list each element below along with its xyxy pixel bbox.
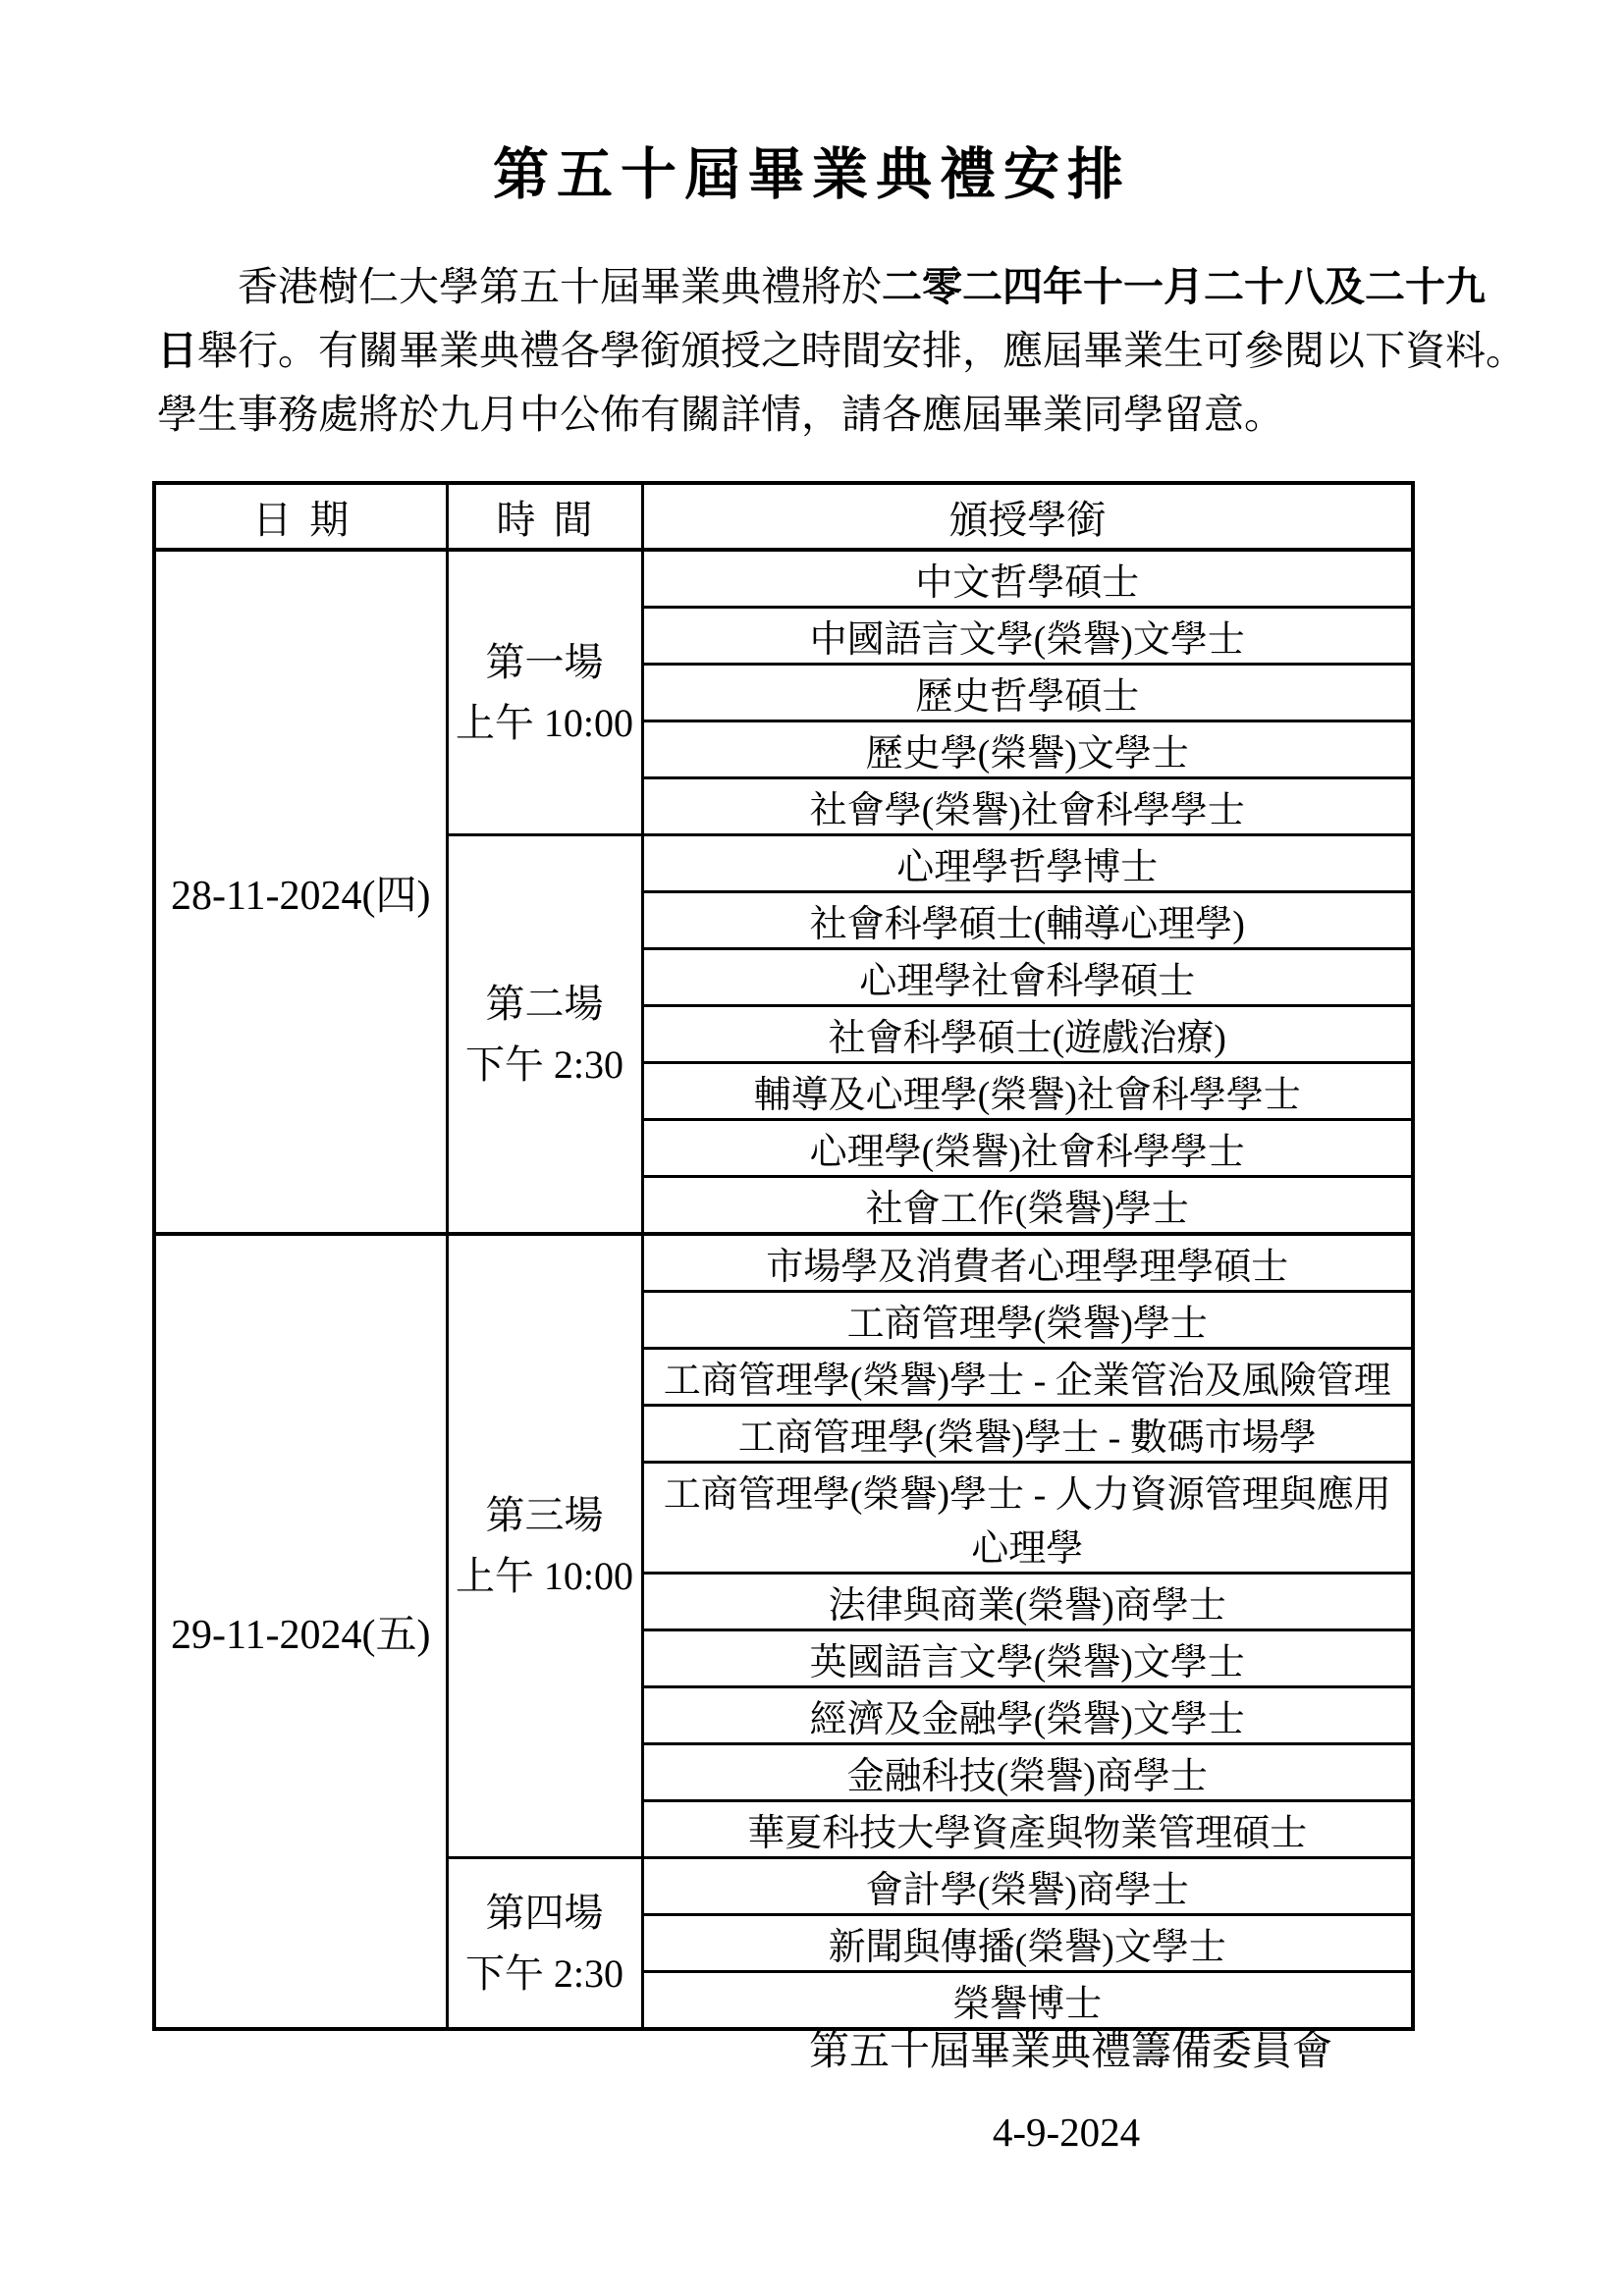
degree-cell: 金融科技(榮譽)商學士 (642, 1744, 1413, 1801)
header-time: 時間 (447, 483, 642, 550)
page-title: 第五十屆畢業典禮安排 (493, 144, 1131, 206)
date-cell: 28-11-2024(四) (154, 550, 447, 1234)
header-degrees: 頒授學銜 (642, 483, 1413, 550)
session-name: 第一場 (485, 639, 604, 684)
intro-line-2-bold: 日 (157, 328, 197, 373)
degree-cell: 榮譽博士 (642, 1972, 1413, 2030)
degree-cell: 工商管理學(榮譽)學士 - 人力資源管理與應用心理學 (642, 1463, 1413, 1574)
intro-line-3 (157, 383, 1467, 447)
session-name: 第二場 (485, 981, 604, 1026)
intro-line-1-text: 香港樹仁大學第五十屆畢業典禮將於 (238, 264, 882, 309)
degree-cell: 法律與商業(榮譽)商學士 (642, 1574, 1413, 1630)
header-date: 日期 (154, 483, 447, 550)
degree-cell: 會計學(榮譽)商學士 (642, 1858, 1413, 1915)
degree-cell: 新聞與傳播(榮譽)文學士 (642, 1915, 1413, 1972)
degree-cell: 歷史哲學碩士 (642, 665, 1413, 721)
session-cell (447, 550, 642, 835)
degree-cell: 心理學哲學博士 (642, 835, 1413, 892)
intro-line-2-text: 舉行。有關畢業典禮各學銜頒授之時間安排，應屆畢業生可參閱以下資料。 (197, 328, 1526, 373)
degree-cell: 社會學(榮譽)社會科學學士 (642, 778, 1413, 835)
degree-cell: 中國語言文學(榮譽)文學士 (642, 608, 1413, 665)
session-time: 上午 10:00 (455, 700, 634, 745)
committee-name: 第五十屆畢業典禮籌備委員會 (809, 2028, 1332, 2073)
degree-cell: 社會科學碩士(輔導心理學) (642, 892, 1413, 949)
signature-block (809, 2018, 1332, 2156)
degree-cell: 工商管理學(榮譽)學士 (642, 1292, 1413, 1349)
session-cell (447, 1858, 642, 2030)
degree-cell: 心理學社會科學碩士 (642, 949, 1413, 1006)
degree-cell: 市場學及消費者心理學理學碩士 (642, 1234, 1413, 1292)
degree-cell: 社會工作(榮譽)學士 (642, 1177, 1413, 1235)
degree-cell: 歷史學(榮譽)文學士 (642, 721, 1413, 778)
degree-cell: 社會科學碩士(遊戲治療) (642, 1006, 1413, 1063)
degree-cell: 心理學(榮譽)社會科學學士 (642, 1120, 1413, 1177)
session-time: 上午 10:00 (455, 1554, 634, 1598)
intro-paragraph (157, 255, 1526, 447)
table-row (154, 550, 1413, 608)
session-time: 下午 2:30 (464, 1950, 624, 1996)
intro-line-3-text: 學生事務處將於九月中公佈有關詳情，請各應屆畢業同學留意。 (157, 392, 1284, 437)
degree-cell: 中文哲學碩士 (642, 550, 1413, 608)
degree-cell: 工商管理學(榮譽)學士 - 數碼市場學 (642, 1406, 1413, 1463)
table-row (154, 1234, 1413, 1292)
session-name: 第三場 (485, 1493, 604, 1537)
degree-cell: 輔導及心理學(榮譽)社會科學學士 (642, 1063, 1413, 1120)
date-cell: 29-11-2024(五) (154, 1234, 447, 2029)
session-cell (447, 835, 642, 1235)
intro-line-1 (157, 255, 1486, 319)
table-header-row (154, 483, 1413, 550)
session-time: 下午 2:30 (464, 1041, 624, 1087)
document-date: 4-9-2024 (992, 2109, 1141, 2155)
degree-cell: 經濟及金融學(榮譽)文學士 (642, 1687, 1413, 1744)
session-cell (447, 1234, 642, 1858)
intro-line-2 (157, 319, 1526, 383)
degree-cell: 華夏科技大學資產與物業管理碩士 (642, 1801, 1413, 1858)
degree-cell: 工商管理學(榮譽)學士 - 企業管治及風險管理 (642, 1349, 1413, 1406)
session-name: 第四場 (485, 1890, 604, 1935)
degree-cell: 英國語言文學(榮譽)文學士 (642, 1630, 1413, 1687)
schedule-table (152, 481, 1415, 2031)
intro-line-1-bold: 二零二四年十一月二十八及二十九 (882, 264, 1486, 309)
